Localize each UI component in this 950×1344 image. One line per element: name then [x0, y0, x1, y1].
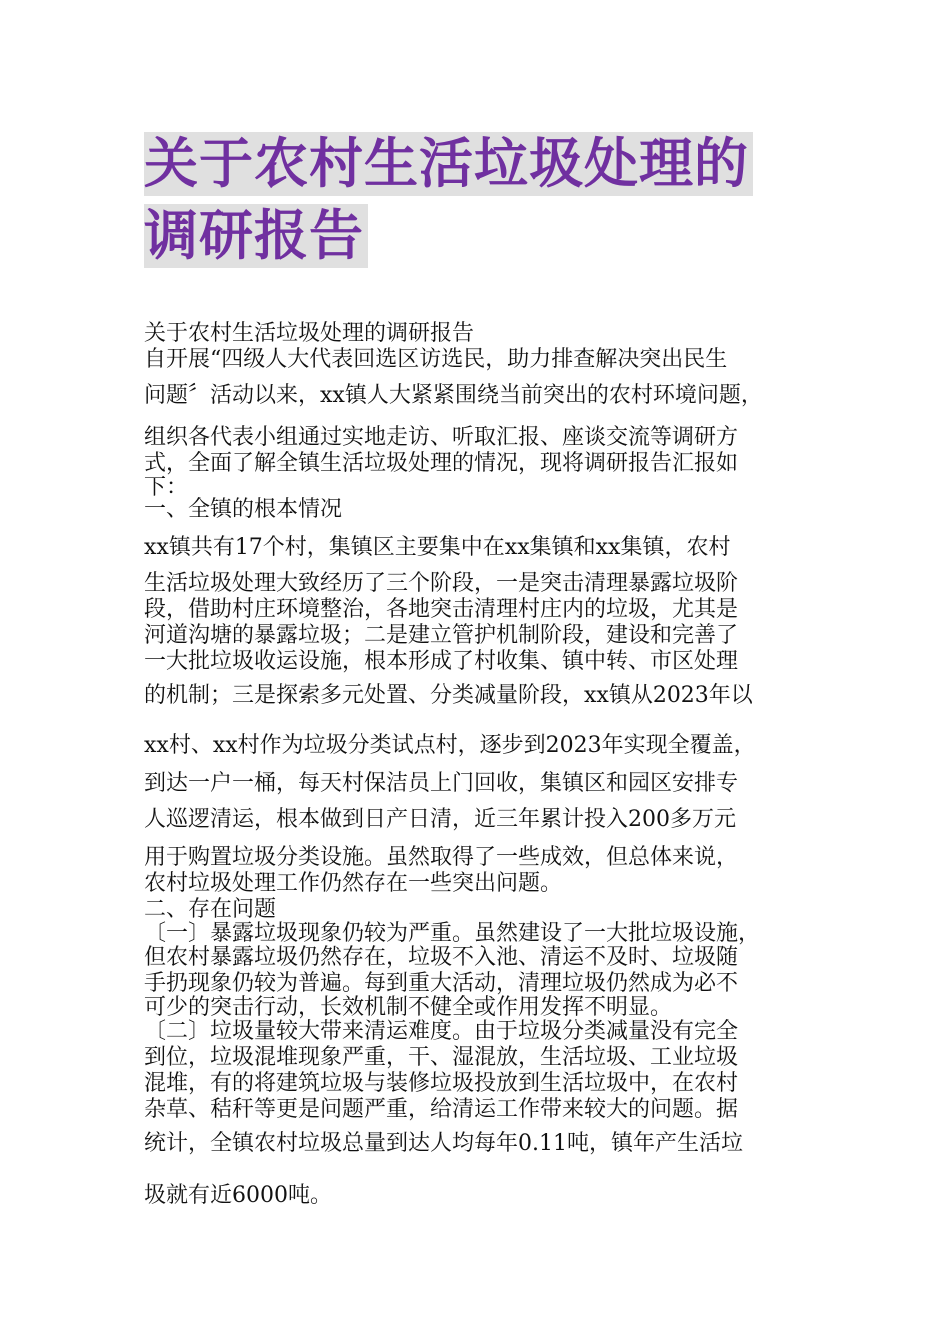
body-line: 一大批垃圾收运设施，根本形成了村收集、镇中转、市区处理: [144, 649, 739, 674]
section-heading: 一、全镇的根本情况: [144, 497, 343, 522]
document-title-line-1: 关于农村生活垃圾处理的: [144, 132, 753, 196]
body-line: 〔一〕暴露垃圾现象仍较为严重。虽然建设了一大批垃圾设施，: [144, 921, 761, 946]
body-line: 到位，垃圾混堆现象严重，干、湿混放，生活垃圾、工业垃圾: [144, 1045, 739, 1070]
body-line: xx村、xx村作为垃圾分类试点村，逐步到2023年实现全覆盖，: [144, 733, 756, 758]
body-line: 式，全面了解全镇生活垃圾处理的情况，现将调研报告汇报如: [144, 451, 739, 476]
body-line: 关于农村生活垃圾处理的调研报告: [144, 321, 475, 346]
body-line: 混堆，有的将建筑垃圾与装修垃圾投放到生活垃圾中，在农村: [144, 1071, 739, 1096]
body-line: 用于购置垃圾分类设施。虽然取得了一些成效，但总体来说，: [144, 845, 739, 870]
body-line: 到达一户一桶，每天村保洁员上门回收，集镇区和园区安排专: [144, 771, 739, 796]
body-line: 生活垃圾处理大致经历了三个阶段，一是突击清理暴露垃圾阶: [144, 571, 739, 596]
body-line: 人巡逻清运，根本做到日产日清，近三年累计投入200多万元: [144, 807, 736, 832]
body-line: 〔二〕垃圾量较大带来清运难度。由于垃圾分类减量没有完全: [144, 1019, 739, 1044]
body-line: 段，借助村庄环境整治，各地突击清理村庄内的垃圾，尤其是: [144, 597, 739, 622]
body-line: 下：: [144, 475, 189, 500]
section-heading: 二、存在问题: [144, 897, 277, 922]
body-line: 农村垃圾处理工作仍然存在一些突出问题。: [144, 871, 563, 896]
body-line: 的机制；三是探索多元处置、分类减量阶段，xx镇从2023年以: [144, 683, 753, 708]
body-line: 河道沟塘的暴露垃圾；二是建立管护机制阶段，建设和完善了: [144, 623, 739, 648]
body-line: 问题〞活动以来，xx镇人大紧紧围绕当前突出的农村环境问题，: [144, 383, 763, 408]
body-line: 组织各代表小组通过实地走访、听取汇报、座谈交流等调研方: [144, 425, 739, 450]
body-line: 自开展“四级人大代表回选区访选民，助力排查解决突出民生: [144, 347, 728, 372]
body-line: 但农村暴露垃圾仍然存在，垃圾不入池、清运不及时、垃圾随: [144, 945, 739, 970]
body-line: 统计，全镇农村垃圾总量到达人均每年0.11吨，镇年产生活垃: [144, 1131, 743, 1156]
body-line: 杂草、秸秆等更是问题严重，给清运工作带来较大的问题。据: [144, 1097, 739, 1122]
body-line: xx镇共有17个村，集镇区主要集中在xx集镇和xx集镇，农村: [144, 535, 731, 560]
document-title-line-2: 调研报告: [144, 204, 368, 268]
body-line: 可少的突击行动，长效机制不健全或作用发挥不明显。: [144, 995, 673, 1020]
body-line: 圾就有近6000吨。: [144, 1183, 332, 1208]
body-line: 手扔现象仍较为普遍。每到重大活动，清理垃圾仍然成为必不: [144, 971, 739, 996]
